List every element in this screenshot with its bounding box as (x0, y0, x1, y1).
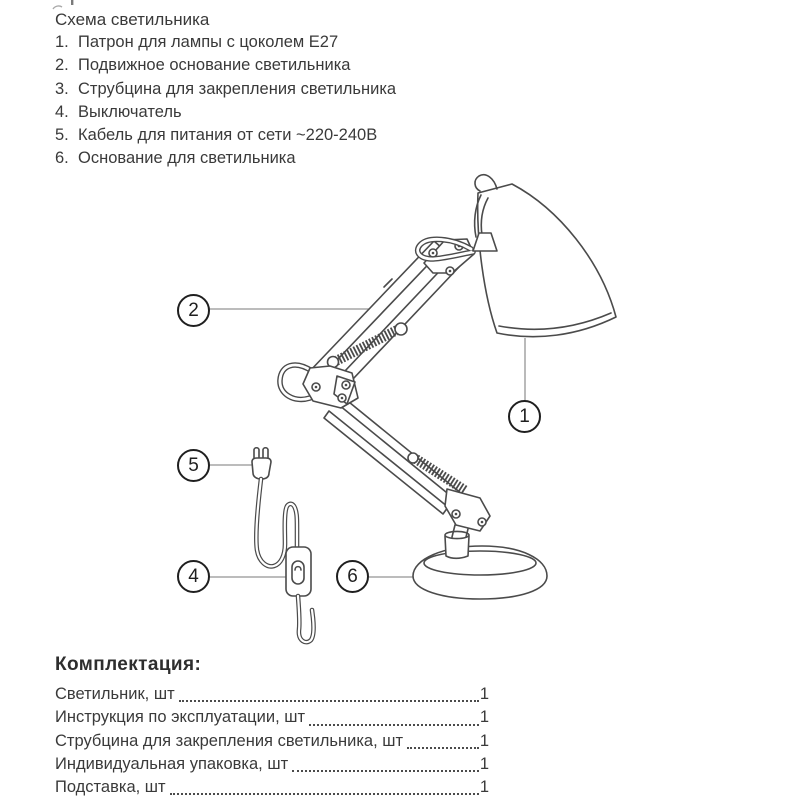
schema-section (55, 8, 525, 170)
kit-item-qty: 1 (479, 685, 489, 704)
inline-switch (286, 547, 311, 596)
kit-title: Комплектация: (55, 654, 202, 675)
schema-item-text: Выключатель (78, 102, 182, 121)
callout-5-number: 5 (188, 454, 199, 476)
schema-item-number: 1. (55, 33, 69, 52)
kit-item-qty: 1 (479, 731, 489, 750)
callout-1 (508, 400, 541, 433)
kit-item (55, 706, 489, 729)
lower-arm (324, 398, 462, 514)
schema-item-text: Подвижное основание светильника (78, 56, 351, 75)
kit-section (55, 653, 489, 799)
kit-item-label: Струбцина для закрепления светильника, шт (55, 731, 404, 750)
schema-item (55, 54, 525, 77)
power-plug (252, 448, 271, 479)
schema-title: Схема светильника (55, 10, 210, 29)
schema-item (55, 124, 525, 147)
callout-2 (177, 294, 210, 327)
kit-item-qty: 1 (479, 778, 489, 797)
schema-item-number: 5. (55, 126, 69, 145)
cord-hook (298, 596, 314, 642)
kit-item (55, 776, 489, 799)
schema-item-number: 2. (55, 56, 69, 75)
schema-item (55, 147, 525, 170)
kit-item (55, 730, 489, 753)
schema-item-number: 4. (55, 102, 69, 121)
schema-item (55, 78, 525, 101)
base-bracket (445, 489, 490, 537)
schema-item-number: 6. (55, 149, 69, 168)
base-neck (445, 531, 469, 558)
kit-item-label: Светильник, шт (55, 685, 175, 704)
schema-item-text: Струбцина для закрепления светильника (78, 79, 397, 98)
callout-6-number: 6 (347, 565, 358, 587)
kit-item-label: Инструкция по эксплуатации, шт (55, 708, 306, 727)
lamp-shade (475, 175, 616, 337)
callout-4 (177, 560, 210, 593)
callout-6 (336, 560, 369, 593)
schema-item (55, 101, 525, 124)
kit-item (55, 683, 489, 706)
kit-item-qty: 1 (479, 708, 489, 727)
elbow-joint (280, 365, 358, 408)
lamp-base (413, 546, 547, 599)
callout-5 (177, 449, 210, 482)
kit-item-label: Индивидуальная упаковка, шт (55, 754, 289, 773)
schema-item-text: Основание для светильника (78, 149, 296, 168)
dot-leader (292, 770, 479, 772)
kit-item-qty: 1 (479, 754, 489, 773)
dot-leader (309, 724, 479, 726)
kit-item-label: Подставка, шт (55, 778, 166, 797)
dot-leader (179, 700, 479, 702)
schema-item-text: Кабель для питания от сети ~220-240В (78, 126, 378, 145)
schema-item-number: 3. (55, 79, 69, 98)
schema-item-text: Патрон для лампы с цоколем E27 (78, 33, 339, 52)
dot-leader (407, 747, 479, 749)
schema-item (55, 31, 525, 54)
dot-leader (170, 793, 479, 795)
callout-1-number: 1 (519, 405, 530, 427)
kit-item (55, 753, 489, 776)
callout-2-number: 2 (188, 299, 199, 321)
callout-4-number: 4 (188, 565, 199, 587)
